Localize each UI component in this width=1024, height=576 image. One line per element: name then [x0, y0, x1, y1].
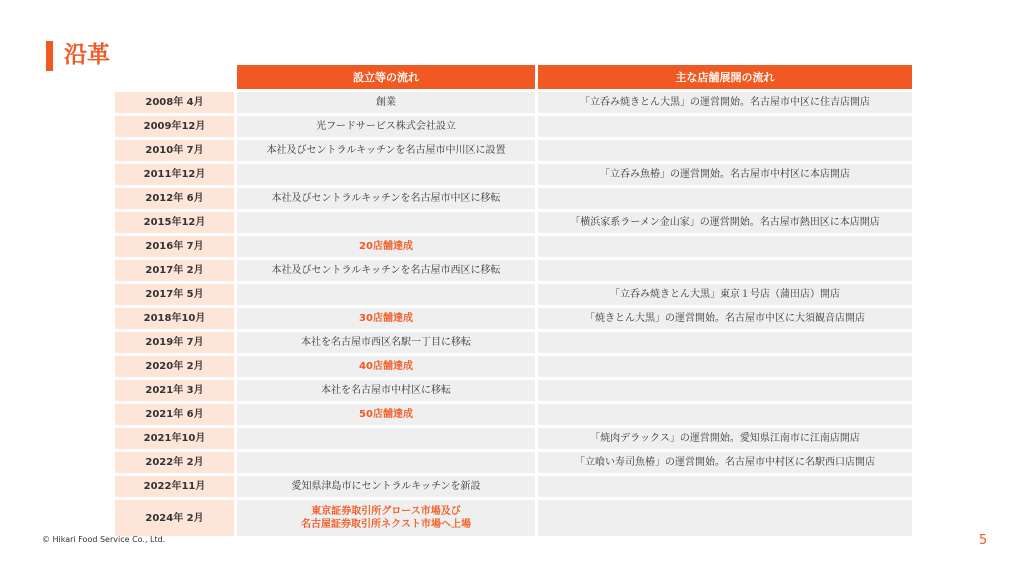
- table-row: [115, 332, 912, 353]
- store-cell: 「立呑み焼きとん大黒」東京１号店（蒲田店）開店: [538, 284, 912, 305]
- event-cell: 本社及びセントラルキッチンを名古屋市中川区に設置: [237, 140, 535, 161]
- event-cell: 創業: [237, 92, 535, 113]
- event-cell-listing: [237, 500, 535, 536]
- store-cell: 「立呑み焼きとん大黒」の運営開始。名古屋市中区に住吉店開店: [538, 92, 912, 113]
- listing-line-1: 東京証券取引所グロース市場及び: [311, 506, 461, 517]
- table-row: [115, 428, 912, 449]
- store-cell: [538, 476, 912, 497]
- table-row: [115, 212, 912, 233]
- date-cell: 2021年 6月: [115, 404, 234, 425]
- table-row: [115, 404, 912, 425]
- table-row: [115, 116, 912, 137]
- table-row: [115, 380, 912, 401]
- table-row: [115, 356, 912, 377]
- store-cell: [538, 404, 912, 425]
- event-cell: [237, 428, 535, 449]
- date-cell: 2022年 2月: [115, 452, 234, 473]
- table-row: [115, 260, 912, 281]
- store-cell: [538, 140, 912, 161]
- title-accent-bar: [46, 41, 53, 71]
- table-row: [115, 284, 912, 305]
- event-cell: 本社を名古屋市中村区に移転: [237, 380, 535, 401]
- header-spacer: [115, 65, 237, 89]
- store-cell: 「焼きとん大黒」の運営開始。名古屋市中区に大須観音店開店: [538, 308, 912, 329]
- header-establishment: 設立等の流れ: [237, 65, 535, 89]
- page-title: 沿革: [64, 42, 110, 68]
- table-row: [115, 452, 912, 473]
- store-cell: 「立呑み魚椿」の運営開始。名古屋市中村区に本店開店: [538, 164, 912, 185]
- store-cell: [538, 236, 912, 257]
- event-cell-milestone: 50店舗達成: [237, 404, 535, 425]
- event-cell: [237, 284, 535, 305]
- copyright-footer: © Hikari Food Service Co., Ltd.: [42, 535, 166, 544]
- store-cell: [538, 116, 912, 137]
- store-cell: [538, 188, 912, 209]
- date-cell: 2016年 7月: [115, 236, 234, 257]
- store-cell: [538, 260, 912, 281]
- store-cell: [538, 500, 912, 536]
- header-store-expansion: 主な店舗展開の流れ: [538, 65, 912, 89]
- store-cell: 「焼肉デラックス」の運営開始。愛知県江南市に江南店開店: [538, 428, 912, 449]
- event-cell: [237, 452, 535, 473]
- table-row: [115, 500, 912, 536]
- event-cell: [237, 164, 535, 185]
- table-row: [115, 92, 912, 113]
- event-cell-milestone: 40店舗達成: [237, 356, 535, 377]
- date-cell: 2021年10月: [115, 428, 234, 449]
- event-cell: 本社及びセントラルキッチンを名古屋市西区に移転: [237, 260, 535, 281]
- event-cell: 本社及びセントラルキッチンを名古屋市中区に移転: [237, 188, 535, 209]
- date-cell: 2019年 7月: [115, 332, 234, 353]
- date-cell: 2020年 2月: [115, 356, 234, 377]
- table-row: [115, 164, 912, 185]
- event-cell: 本社を名古屋市西区名駅一丁目に移転: [237, 332, 535, 353]
- table-header-row: [115, 65, 912, 89]
- date-cell: 2011年12月: [115, 164, 234, 185]
- date-cell: 2022年11月: [115, 476, 234, 497]
- date-cell: 2018年10月: [115, 308, 234, 329]
- table-row: [115, 476, 912, 497]
- table-row: [115, 188, 912, 209]
- listing-line-2: 名古屋証券取引所ネクスト市場へ上場: [301, 519, 471, 530]
- event-cell: 光フードサービス株式会社設立: [237, 116, 535, 137]
- date-cell: 2008年 4月: [115, 92, 234, 113]
- table-row: [115, 140, 912, 161]
- store-cell: [538, 380, 912, 401]
- event-cell: [237, 212, 535, 233]
- date-cell: 2017年 2月: [115, 260, 234, 281]
- date-cell: 2024年 2月: [115, 500, 234, 536]
- store-cell: [538, 356, 912, 377]
- date-cell: 2017年 5月: [115, 284, 234, 305]
- table-row: [115, 236, 912, 257]
- store-cell: [538, 332, 912, 353]
- date-cell: 2009年12月: [115, 116, 234, 137]
- history-table: [115, 65, 912, 536]
- store-cell: 「立喰い寿司魚椿」の運営開始。名古屋市中村区に名駅西口店開店: [538, 452, 912, 473]
- date-cell: 2021年 3月: [115, 380, 234, 401]
- date-cell: 2010年 7月: [115, 140, 234, 161]
- table-row: [115, 308, 912, 329]
- event-cell-milestone: 30店舗達成: [237, 308, 535, 329]
- event-cell: 愛知県津島市にセントラルキッチンを新設: [237, 476, 535, 497]
- page-number: 5: [979, 533, 988, 548]
- date-cell: 2015年12月: [115, 212, 234, 233]
- store-cell: 「横浜家系ラーメン金山家」の運営開始。名古屋市熱田区に本店開店: [538, 212, 912, 233]
- date-cell: 2012年 6月: [115, 188, 234, 209]
- event-cell-milestone: 20店舗達成: [237, 236, 535, 257]
